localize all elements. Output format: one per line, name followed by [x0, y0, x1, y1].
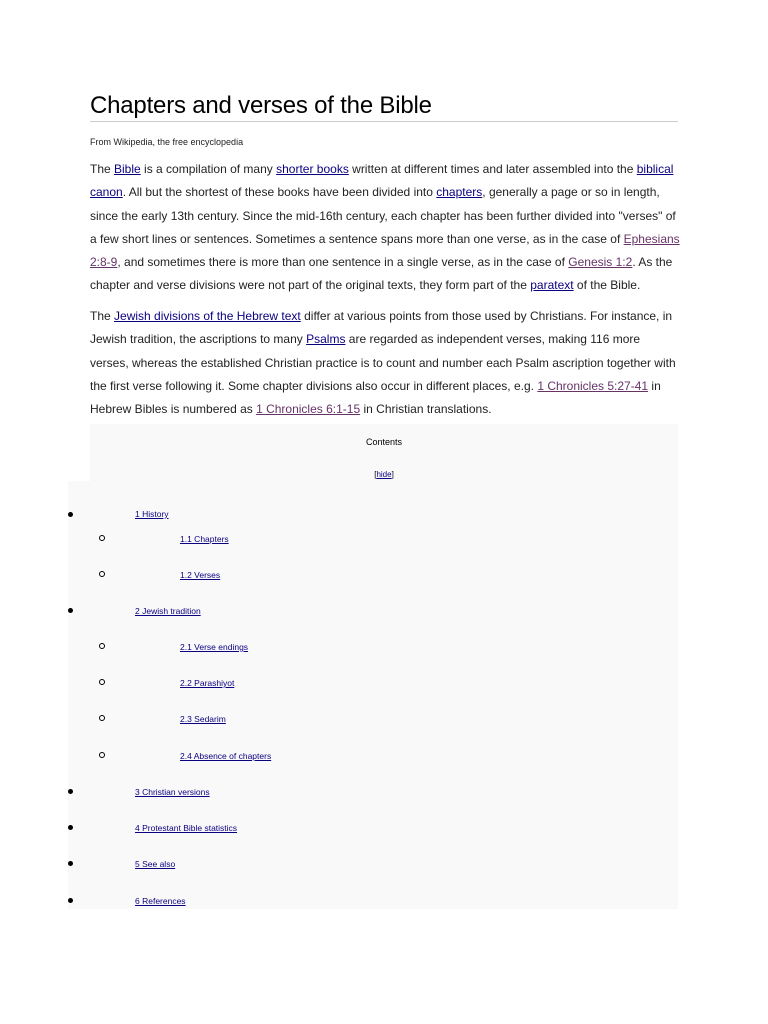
link-biblical-canon[interactable]: biblical canon	[90, 162, 674, 200]
link-genesis[interactable]: Genesis 1:2	[568, 255, 633, 270]
jewish-divisions-paragraph	[90, 305, 682, 421]
link-bible[interactable]: Bible	[114, 162, 141, 176]
toc-sub-bullet	[99, 643, 105, 649]
link-psalms[interactable]: Psalms	[306, 332, 346, 347]
toc-bullet	[68, 789, 73, 794]
toc-bullet	[68, 898, 73, 903]
toc-item-christian-versions[interactable]: 3 Christian versions	[135, 787, 210, 797]
toc-item-verse-endings[interactable]: 2.1 Verse endings	[180, 642, 249, 652]
para-text: The	[90, 162, 115, 176]
link-chapters[interactable]: chapters	[436, 185, 483, 200]
toc-sub-bullet	[99, 571, 105, 577]
toc-item-chapters[interactable]: 1.1 Chapters	[180, 534, 229, 544]
para-text: in Christian translations.	[360, 402, 492, 417]
toc-hide-link[interactable]: hide	[376, 470, 392, 479]
link-paratext[interactable]: paratext	[530, 278, 574, 293]
para-text: written at different times and later assembled into the	[348, 162, 637, 176]
para-text: . All but the shortest of these books have been divided into	[122, 185, 437, 200]
toc-item-absence-of-chapters[interactable]: 2.4 Absence of chapters	[180, 751, 272, 761]
para-text: The	[90, 309, 115, 323]
toc-bullet	[68, 512, 73, 517]
para-text: are regarded as independent verses, making 116 more verses, whereas the established Christian practice is to count and number each Psalm ascription together with the first verse following it. Some chapter divisions also occur in different places, e.g.	[90, 332, 676, 393]
link-ephesians[interactable]: Ephesians 2:8-9	[90, 231, 680, 270]
toc-sub-bullet	[99, 535, 105, 541]
toc-item-references[interactable]: 6 References	[135, 896, 186, 906]
toc-item-parashiyot[interactable]: 2.2 Parashiyot	[180, 678, 235, 688]
para-text: of the Bible.	[573, 278, 641, 293]
site-tagline: From Wikipedia, the free encyclopedia	[90, 137, 244, 147]
link-1-chronicles-5[interactable]: 1 Chronicles 5:27-41	[537, 378, 649, 393]
para-text: in Hebrew Bibles is numbered as	[90, 378, 661, 417]
link-jewish-divisions[interactable]: Jewish divisions of the Hebrew text	[114, 309, 301, 323]
toc-list-box	[68, 481, 678, 909]
para-text: , and sometimes there is more than one sentence in a single verse, as in the case of	[117, 255, 569, 270]
toc-bullet	[68, 861, 73, 866]
title-divider	[90, 121, 678, 122]
page-title: Chapters and verses of the Bible	[90, 92, 432, 119]
toc-title: Contents	[365, 437, 403, 447]
toc-item-history[interactable]: 1 History	[135, 509, 169, 519]
para-text: , generally a page or so in length, since the early 13th century. Since the mid-16th century, each chapter has been further divided into "verses" of a few short lines or sentences. Sometimes a sentence spans more than one verse, as in the case of	[90, 185, 676, 246]
para-text: differ at various points from those used by Christians. For instance, in Jewish tradition, the ascriptions to many	[90, 309, 673, 347]
link-1-chronicles-6[interactable]: 1 Chronicles 6:1-15	[256, 402, 361, 417]
link-shorter-books[interactable]: shorter books	[276, 162, 349, 176]
toc-sub-bullet	[99, 715, 105, 721]
toc-bullet	[68, 608, 73, 613]
toc-item-protestant-statistics[interactable]: 4 Protestant Bible statistics	[135, 823, 238, 833]
para-text: is a compilation of many	[140, 162, 277, 176]
toc-toggle: [hide]	[374, 470, 394, 479]
toc-sub-bullet	[99, 752, 105, 758]
para-text: . As the chapter and verse divisions were not part of the original texts, they form part of the	[90, 255, 673, 293]
toc-sub-bullet	[99, 679, 105, 685]
toc-bullet	[68, 825, 73, 830]
toc-item-jewish-tradition[interactable]: 2 Jewish tradition	[135, 606, 201, 616]
toc-item-see-also[interactable]: 5 See also	[135, 859, 176, 869]
toc-item-verses[interactable]: 1.2 Verses	[180, 570, 221, 580]
toc-item-sedarim[interactable]: 2.3 Sedarim	[180, 714, 226, 724]
intro-paragraph	[90, 158, 682, 298]
